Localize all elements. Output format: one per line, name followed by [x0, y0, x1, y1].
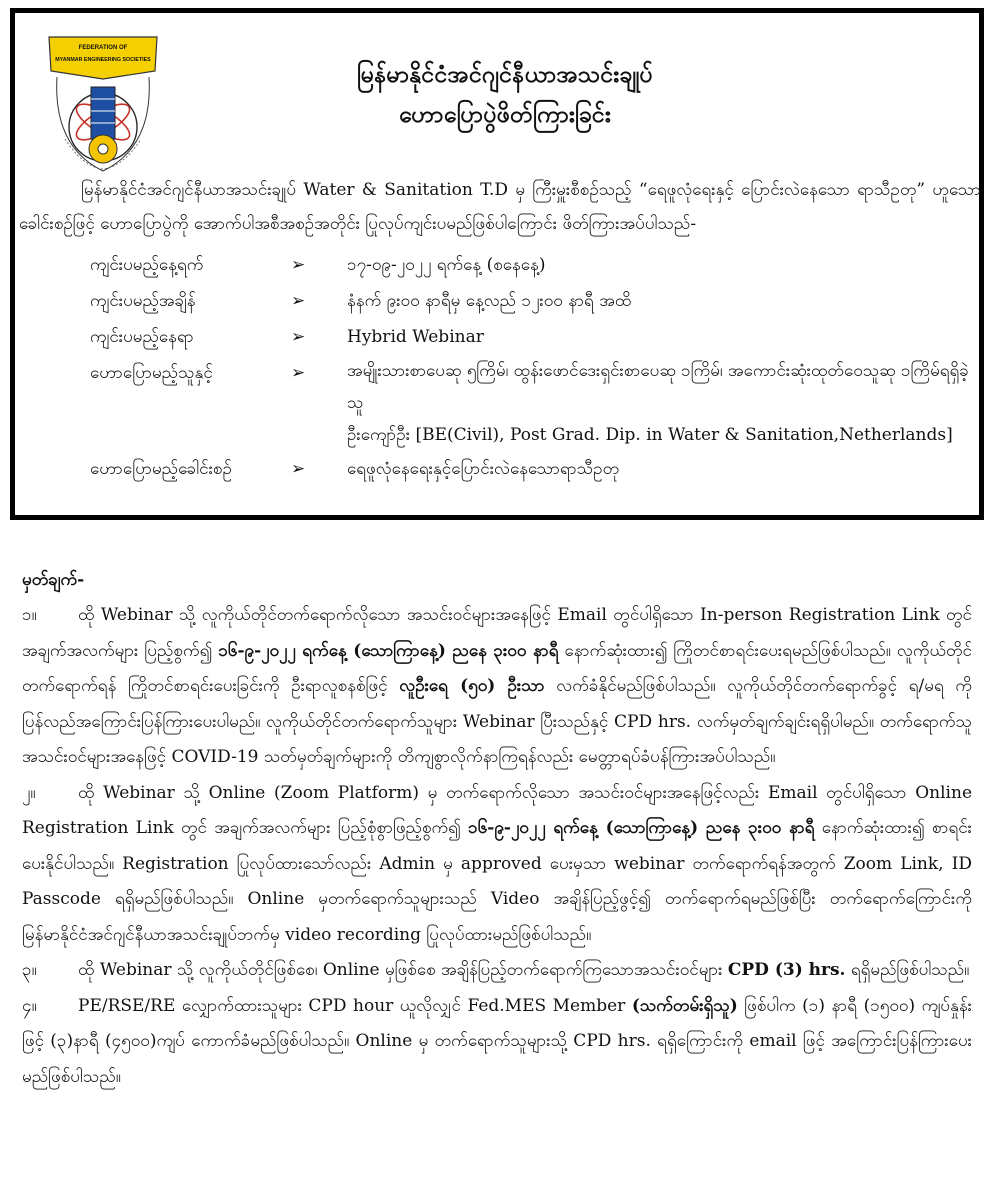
note-emphasis: ၁၆-၉-၂၀၂၂ ရက်နေ့ (သောကြာနေ့) ညနေ ၃း၀၀ နာရီ [218, 640, 559, 661]
note-text: နောက်ဆုံးထား၍ စာရင်းပေးနိုင်ပါသည်။ Registration ပြုလုပ်ထားသော်လည်း Admin မှ approved ပေးမှသာ webinar တက်ရောက်ရန်အတွက် Zoom Link, ID Passcode ရရှိမည်ဖြစ်ပါသည်။ Online မှတက်ရောက်သူများသည် Video အချိန်ပြည့်ဖွင့်၍ တက်ရောက်ရမည်ဖြစ်ပြီး တက်ရောက်ကြောင်းကို မြန်မာနိုင်ငံအင်ဂျင်နီယာအသင်းချုပ်ဘက်မှ video recording ပြုလုပ်ထားမည်ဖြစ်ပါသည်။ [22, 818, 972, 945]
note-number: ၃။ [22, 960, 37, 980]
note-text: PE/RSE/RE လျှောက်ထားသူများ CPD hour ယူလိုလျှင် Fed.MES Member [78, 995, 632, 1016]
detail-row-topic [90, 451, 980, 487]
detail-row-date [90, 247, 980, 283]
note-number: ၄။ [22, 995, 37, 1016]
note-emphasis: (သက်တမ်းရှိသူ) [631, 995, 738, 1016]
note-text: ထို Webinar သို့ Online (Zoom Platform) မှ တက်ရောက်လိုသော အသင်းဝင်များအနေဖြင့်လည်း Email တွင်ပါရှိသော Online Registration Link တွင် အချက်အလက်များ ပြည့်စုံစွာဖြည့်စွက်၍ [22, 782, 972, 838]
title-line-1: မြန်မာနိုင်ငံအင်ဂျင်နီယာအသင်းချုပ် [356, 61, 654, 88]
detail-value [347, 355, 980, 451]
arrow-icon: ➢ [291, 255, 306, 275]
note-emphasis: လူဦးရေ (၅၀) ဦးသာ [399, 676, 545, 696]
note-number: ၂။ [22, 782, 36, 803]
detail-value: ရေဖူလုံနေရေးနှင့်ပြောင်းလဲနေသောရာသီဥတု [347, 459, 620, 479]
detail-row-speaker [90, 355, 980, 451]
note-text: ဖြစ်ပါက (၁) နာရီ (၁၅၀၀) ကျပ်နှုန်းဖြင့် (၃)နာရီ (၄၅၀၀)ကျပ် ကောက်ခံမည်ဖြစ်ပါသည်။ Online မှ တက်ရောက်သူများသို့ CPD hrs. ရရှိကြောင်းကို email ဖြင့် အကြောင်းပြန်ကြားပေးမည်ဖြစ်ပါသည်။ [22, 995, 972, 1087]
detail-value: Hybrid Webinar [347, 327, 484, 347]
logo-sub-text: MYANMAR ENGINEERING SOCIETIES [55, 57, 151, 63]
note-item-4 [22, 989, 972, 1096]
title-line-2: ဟောပြောပွဲဖိတ်ကြားခြင်း [399, 101, 611, 128]
note-text: နောက်ဆုံးထား၍ ကြိုတင်စာရင်းပေးရမည်ဖြစ်ပါသည်။ လူကိုယ်တိုင်တက်ရောက်ရန် ကြိုတင်စာရင်းပေးခြင်းကို ဦးရာလူစနစ်ဖြင့် [22, 640, 972, 696]
logo-top-text: FEDERATION OF [78, 45, 128, 51]
logo-emblem-icon [43, 27, 163, 177]
note-item-3 [22, 953, 972, 989]
invitation-intro [19, 173, 981, 241]
intro-paragraph: မြန်မာနိုင်ငံအင်ဂျင်နီယာအသင်းချုပ် Water & Sanitation T.D မှ ကြီးမှူးစီစဉ်သည့် “ရေဖူလုံရေးနှင့် ပြောင်းလဲနေသော ရာသီဥတု” ဟူသော ခေါင်းစဉ်ဖြင့် ဟောပြောပွဲကို အောက်ပါအစီအစဉ်အတိုင်း ပြုလုပ်ကျင်းပမည်ဖြစ်ပါကြောင်း ဖိတ်ကြားအပ်ပါသည်- [19, 180, 981, 234]
note-emphasis: CPD (3) hrs. [727, 960, 846, 980]
detail-label: ကျင်းပမည့်နေရာ [90, 327, 194, 347]
announcement-box [10, 8, 984, 520]
note-text: လက်ခံနိုင်မည်ဖြစ်ပါသည်။ လူကိုယ်တိုင်တက်ရောက်ခွင့် ရ/မရ ကို ပြန်လည်အကြောင်းပြန်ကြားပေးပါမည်။ လူကိုယ်တိုင်တက်ရောက်သူများ Webinar ပြီးသည်နှင့် CPD hrs. လက်မှတ်ချက်ချင်းရရှိပါမည်။ တက်ရောက်သူအသင်းဝင်များအနေဖြင့် COVID-19 သတ်မှတ်ချက်များကို တိကျစွာလိုက်နာကြရန်လည်း မေတ္တာရပ်ခံပန်ကြားအပ်ပါသည်။ [22, 676, 972, 767]
note-text: ထို Webinar သို့ လူကိုယ်တိုင်တက်ရောက်လိုသော အသင်းဝင်များအနေဖြင့် Email တွင်ပါရှိသော In-person Registration Link တွင် အချက်အလက်များ ပြည့်စွက်၍ [22, 605, 972, 661]
note-number: ၁။ [22, 605, 37, 625]
event-details [90, 247, 980, 487]
announcement-title [175, 55, 835, 135]
notes-heading: မှတ်ချက်- [22, 570, 85, 590]
notes-section [22, 562, 972, 1095]
note-item-2 [22, 776, 972, 954]
arrow-icon: ➢ [291, 363, 306, 383]
note-text: ရရှိမည်ဖြစ်ပါသည်။ [845, 960, 970, 980]
detail-row-venue [90, 319, 980, 355]
detail-value: ၁၇-၀၉-၂၀၂၂ ရက်နေ့ (စနေနေ့) [347, 255, 546, 275]
federation-logo [43, 27, 163, 177]
arrow-icon: ➢ [291, 291, 306, 311]
detail-label: ကျင်းပမည့်အချိန် [90, 291, 196, 311]
note-item-1 [22, 598, 972, 776]
detail-label: ကျင်းပမည့်နေ့ရက် [90, 255, 204, 275]
note-emphasis: ၁၆-၉-၂၀၂၂ ရက်နေ့ (သောကြာနေ့) ညနေ ၃း၀၀ နာရီ [468, 818, 815, 838]
note-text: ထို Webinar သို့ လူကိုယ်တိုင်ဖြစ်စေ၊ Online မှဖြစ်စေ အချိန်ပြည့်တက်ရောက်ကြသောအသင်းဝင်များ [78, 960, 728, 980]
detail-value: နံနက် ၉း၀၀ နာရီမှ နေ့လည် ၁၂း၀၀ နာရီ အထိ [347, 291, 632, 311]
arrow-icon: ➢ [291, 459, 306, 479]
detail-label: ဟောပြောမည့်သူနှင့် [90, 363, 213, 383]
speaker-awards: အမျိုးသားစာပေဆု ၅ကြိမ်၊ ထွန်းဖောင်ဒေးရှင်းစာပေဆု ၁ကြိမ်၊ အကောင်းဆုံးထုတ်ဝေသူဆု ၁ကြိမ်ရရှိခဲ့သူ [347, 361, 969, 413]
detail-label: ဟောပြောမည့်ခေါင်းစဉ် [90, 459, 232, 479]
detail-row-time [90, 283, 980, 319]
speaker-name: ဦးကျော်ဦး [BE(Civil), Post Grad. Dip. in Water & Sanitation,Netherlands] [347, 425, 953, 445]
arrow-icon: ➢ [291, 327, 306, 347]
